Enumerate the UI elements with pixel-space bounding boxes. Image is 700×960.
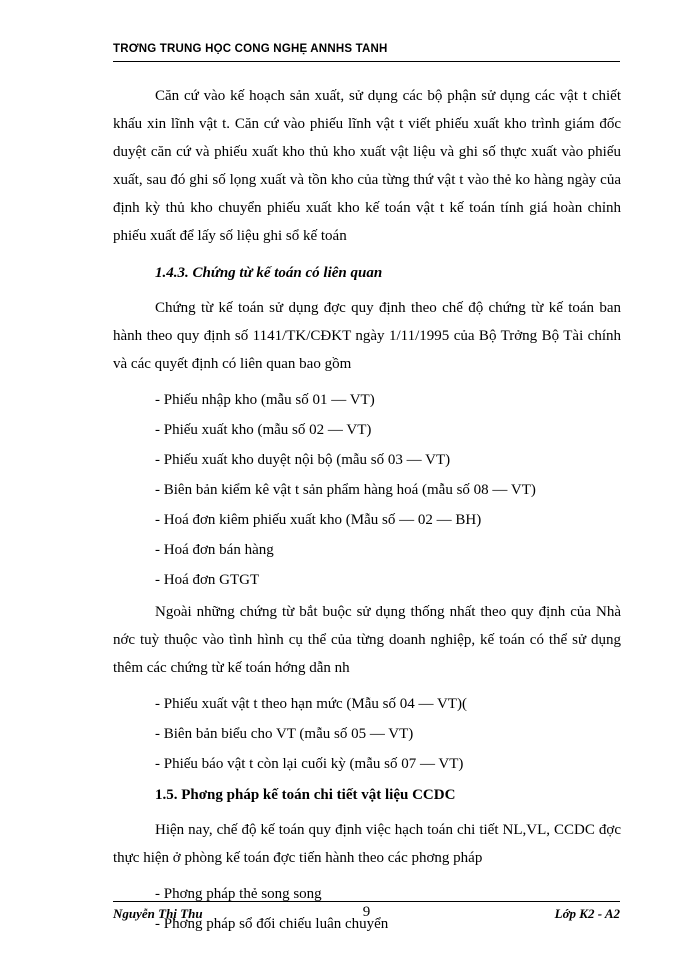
page-header: TRỜNG TRUNG HỌC CÔNG NGHỆ ANNHS TANH (113, 43, 620, 62)
list-item: - Phơng pháp sổ đối chiếu luân chuyển (155, 916, 389, 932)
list-item: - Hoá đơn GTGT (155, 572, 260, 588)
list-item: - Hoá đơn bán hàng (155, 542, 274, 558)
heading-1-5: 1.5. Phơng pháp kế toán chi tiết vật liệu CCDC (155, 787, 456, 803)
list-item: - Biên bản kiểm kê vật t sản phẩm hàng hoá (mẫu số 08 — VT) (155, 482, 536, 498)
list-item: - Phiếu xuất vật t theo hạn mức (Mẫu số 04 — VT)( (155, 696, 467, 712)
list-item: - Phơng pháp thẻ song song (155, 886, 322, 902)
page-footer (113, 904, 620, 928)
document-list-1 (113, 388, 621, 592)
footer-author: Nguyễn Thị Thu (113, 906, 203, 921)
list-item: - Biên bản biểu cho VT (mẫu số 05 — VT) (155, 726, 414, 742)
footer-class: Lớp K2 - A2 (554, 906, 620, 921)
page-number: 9 (362, 904, 371, 920)
paragraph-3: Ngoài những chứng từ bắt buộc sử dụng thống nhất theo quy định của Nhà nớc tuỳ thuộc vào tình hình cụ thể của từng doanh nghiệp, kế toán có thể sử dụng thêm các chứng từ kế toán hớng dẫn nh (113, 604, 621, 676)
list-item: - Phiếu xuất kho duyệt nội bộ (mẫu số 03 — VT) (155, 452, 451, 468)
paragraph-2: Chứng từ kế toán sử dụng đợc quy định theo chế độ chứng từ kế toán ban hành theo quy định số 1141/TK/CĐKT ngày 1/11/1995 của Bộ Trởng Bộ Tài chính và các quyết định có liên quan bao gồm (113, 300, 621, 372)
list-item: - Phiếu nhập kho (mẫu số 01 — VT) (155, 392, 375, 408)
document-list-2 (113, 692, 621, 776)
paragraph-1: Căn cứ vào kế hoạch sản xuất, sử dụng các bộ phận sử dụng các vật t chiết khấu xin lĩnh vật t. Căn cứ vào phiếu lĩnh vật t viết phiếu xuất kho trình giám đốc duyệt căn cứ và phiếu xuất kho thủ kho xuất vật liệu và ghi số thực xuất vào phiếu xuất, sau đó ghi số lọng xuất và tồn kho của từng thứ vật t vào thẻ ko hàng ngày của định kỳ thủ kho chuyển phiếu xuất kho kế toán vật t kế toán tính giá hoàn chỉnh phiếu xuất để lấy số liệu ghi sổ kế toán (113, 88, 621, 244)
paragraph-4: Hiện nay, chế độ kế toán quy định việc hạch toán chi tiết NL,VL, CCDC đợc thực hiện ở phòng kế toán đợc tiến hành theo các phơng pháp (113, 822, 621, 866)
list-item: - Phiếu báo vật t còn lại cuối kỳ (mẫu số 07 — VT) (155, 756, 464, 772)
list-item: - Phiếu xuất kho (mẫu số 02 — VT) (155, 422, 372, 438)
heading-1-4-3: 1.4.3. Chứng từ kế toán có liên quan (155, 265, 383, 281)
list-item: - Hoá đơn kiêm phiếu xuất kho (Mẫu số — 02 — BH) (155, 512, 482, 528)
document-body (113, 82, 621, 942)
footer-divider (113, 901, 620, 902)
